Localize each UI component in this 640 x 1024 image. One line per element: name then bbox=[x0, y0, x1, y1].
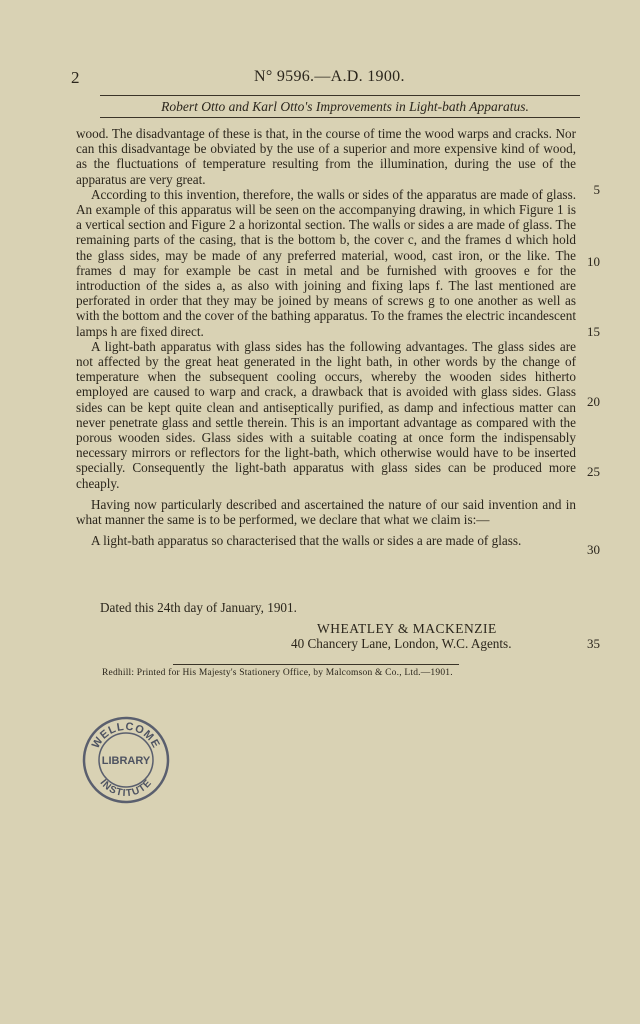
paragraph: A light-bath apparatus with glass sides has the following advantages. The glass sides are not affected by the great heat generated in the light bath, in other words by the change of temperature when the subsequent cooling occurs, whereby the wooden sides hitherto employed are caused to warp and crack, a drawback that is avoided with glass sides. Glass sides can be kept quite clean and antiseptically purified, as damp and infectious matter can never penetrate glass and settle therein. This is an important advantage as compared with the porous wooden sides. Glass sides with a suitable coating at once form the indispensably necessary mirrors or reflectors for the light-bath, which otherwise would have to be inserted specially. Consequently the light-bath apparatus with glass sides can be produced more cheaply. bbox=[76, 338, 576, 491]
date-line: Dated this 24th day of January, 1901. bbox=[100, 600, 297, 615]
line-number: 30 bbox=[587, 542, 600, 557]
line-number: 10 bbox=[587, 254, 600, 269]
body-text bbox=[76, 126, 576, 548]
line-number: 35 bbox=[587, 636, 600, 651]
stamp-middle-text: LIBRARY bbox=[101, 755, 151, 767]
paragraph: According to this invention, therefore, the walls or sides of the apparatus are made of glass. An example of this apparatus will be seen on the accompanying drawing, in which Figure 1 is a vertical section and Figure 2 a horizontal section. The walls or sides a are made of glass. The remaining parts of the casing, that is the bottom b, the cover c, and the frames d which hold the glass sides, may be made of any preferred material, wood, cast iron, or the like. The frames d may for example be cast in metal and be furnished with grooves e for the introduction of the sides a, as also with joining and fixing laps f. The last mentioned are perforated in order that they may be joined by means of screws g to one another as well as with the bottom and the cover of the bathing apparatus. To the frames the electric incandescent lamps h are fixed direct. bbox=[76, 186, 576, 339]
claim-paragraph: A light-bath apparatus so characterised that the walls or sides a are made of glass. bbox=[91, 533, 522, 549]
line-number: 20 bbox=[587, 394, 600, 409]
line-number: 5 bbox=[593, 182, 600, 197]
printer-imprint: Redhill: Printed for His Majesty's Stationery Office, by Malcomson & Co., Ltd.—1901. bbox=[102, 668, 453, 678]
stamp-bottom-text: INSTITUTE bbox=[97, 777, 155, 800]
header-rule-bottom bbox=[100, 117, 580, 118]
imprint-rule bbox=[173, 664, 459, 665]
page-number: 2 bbox=[71, 68, 80, 87]
paragraph: wood. The disadvantage of these is that, in the course of time the wood warps and cracks. Nor can this disadvantage be obviated by the use of a superior and more expensive kind of wood, as the fluctuations of temperature resulting from the illumination, during the use of the apparatus are very great. bbox=[76, 126, 576, 187]
stamp-top-text: WELLCOME bbox=[89, 720, 163, 751]
header-rule-top bbox=[100, 95, 580, 96]
line-number: 15 bbox=[587, 324, 600, 339]
library-stamp bbox=[80, 714, 172, 806]
paragraph: Having now particularly described and ascertained the nature of our said invention and in what manner the same is to be performed, we declare that what we claim is:— bbox=[76, 496, 576, 528]
patent-title: N° 9596.—A.D. 1900. bbox=[254, 68, 405, 85]
running-title: Robert Otto and Karl Otto's Improvements in Light-bath Apparatus. bbox=[161, 99, 529, 114]
agent-name: WHEATLEY & MACKENZIE bbox=[317, 621, 497, 636]
line-number: 25 bbox=[587, 464, 600, 479]
agent-address: 40 Chancery Lane, London, W.C. Agents. bbox=[291, 636, 512, 651]
